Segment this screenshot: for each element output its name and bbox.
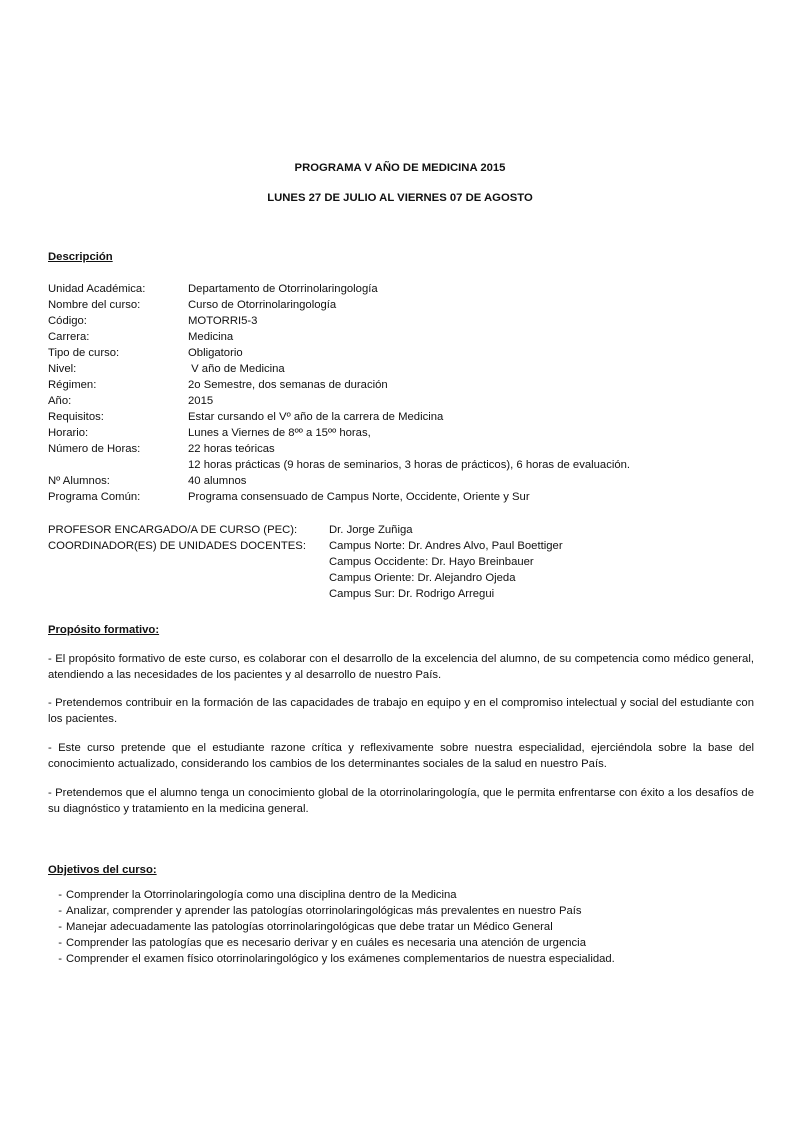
desc-value: 2o Semestre, dos semanas de duración [188,379,388,391]
list-item [48,903,754,919]
document-date-range: LUNES 27 DE JULIO AL VIERNES 07 DE AGOSTO [267,192,533,204]
objetivo-text: Manejar adecuadamente las patologías otorrinolaringológicas que debe tratar un Médico General [66,921,553,933]
proposito-paragraph: - Este curso pretende que el estudiante razone crítica y reflexivamente sobre nuestra especialidad, ejerciéndola sobre la base del conocimiento actualizado, considerando los cambios de los determinantes sociales de la salud en nuestro País. [48,742,754,770]
desc-label: Nivel: [48,363,77,375]
desc-label [48,457,188,473]
staff-label [48,586,329,602]
desc-label: Año: [48,395,72,407]
staff-label: COORDINADOR(ES) DE UNIDADES DOCENTES: [48,540,306,552]
desc-row [48,457,748,473]
objetivo-text: Analizar, comprender y aprender las patologías otorrinolaringológicas más prevalentes en nuestro País [66,905,582,917]
bullet-dash: - [58,905,62,917]
desc-label: Régimen: [48,379,97,391]
desc-row [48,473,748,489]
desc-value: Programa consensuado de Campus Norte, Occidente, Oriente y Sur [188,491,530,503]
bullet-dash: - [58,921,62,933]
list-item [48,887,754,903]
desc-value: 12 horas prácticas (9 horas de seminarios, 3 horas de prácticos), 6 horas de evaluación. [188,459,631,471]
desc-label: Horario: [48,427,89,439]
desc-row [48,409,748,425]
list-item [48,935,754,951]
descripcion-table [48,281,748,505]
desc-label: Carrera: [48,331,90,343]
staff-row [48,586,748,602]
desc-value: MOTORRI5-3 [188,315,258,327]
bullet-dash: - [58,937,62,949]
desc-row [48,313,748,329]
desc-label: Nombre del curso: [48,299,141,311]
desc-label: Código: [48,315,87,327]
staff-row [48,538,748,554]
staff-value: Dr. Jorge Zuñiga [329,524,413,536]
objetivo-text: Comprender las patologías que es necesario derivar y en cuáles es necesaria una atención de urgencia [66,937,586,949]
desc-value: 2015 [188,395,214,407]
desc-row [48,393,748,409]
staff-row [48,522,748,538]
staff-value: Campus Sur: Dr. Rodrigo Arregui [329,588,495,600]
desc-row [48,361,748,377]
bullet-dash: - [58,953,62,965]
desc-value: Obligatorio [188,347,243,359]
bullet-dash: - [58,889,62,901]
staff-row [48,570,748,586]
objetivos-heading: Objetivos del curso: [48,864,157,876]
desc-label: Unidad Académica: [48,283,146,295]
staff-label [48,570,329,586]
staff-value: Campus Occidente: Dr. Hayo Breinbauer [329,556,534,568]
proposito-paragraph: - Pretendemos contribuir en la formación de las capacidades de trabajo en equipo y en el compromiso intelectual y social del estudiante con los pacientes. [48,697,754,725]
descripcion-heading: Descripción [48,251,113,263]
desc-value: Medicina [188,331,234,343]
objetivo-text: Comprender la Otorrinolaringología como una disciplina dentro de la Medicina [66,889,457,901]
list-item [48,919,754,935]
staff-value: Campus Norte: Dr. Andres Alvo, Paul Boettiger [329,540,563,552]
staff-value: Campus Oriente: Dr. Alejandro Ojeda [329,572,516,584]
desc-value: Departamento de Otorrinolaringología [188,283,378,295]
desc-label: Requisitos: [48,411,104,423]
desc-row [48,281,748,297]
desc-label: Número de Horas: [48,443,141,455]
desc-value: V año de Medicina [188,363,285,375]
desc-value: 22 horas teóricas [188,443,275,455]
proposito-paragraph: - Pretendemos que el alumno tenga un conocimiento global de la otorrinolaringología, que le permita enfrentarse con éxito a los desafíos de su diagnóstico y tratamiento en la medicina general. [48,787,754,815]
staff-label: PROFESOR ENCARGADO/A DE CURSO (PEC): [48,524,298,536]
proposito-paragraph: - El propósito formativo de este curso, es colaborar con el desarrollo de la excelencia del alumno, de su competencia como médico general, atendiendo a las necesidades de los pacientes y al desarrollo de nuestro País. [48,653,754,681]
list-item [48,951,754,967]
proposito-heading: Propósito formativo: [48,624,160,636]
desc-value: 40 alumnos [188,475,247,487]
staff-table [48,522,748,602]
desc-value: Curso de Otorrinolaringología [188,299,337,311]
desc-row [48,377,748,393]
desc-value: Estar cursando el Vº año de la carrera de Medicina [188,411,444,423]
objetivo-text: Comprender el examen físico otorrinolaringológico y los exámenes complementarios de nuestra especialidad. [66,953,615,965]
objetivos-list [48,887,754,967]
desc-row [48,329,748,345]
desc-row [48,297,748,313]
desc-label: Nº Alumnos: [48,475,110,487]
desc-row [48,489,748,505]
desc-label: Tipo de curso: [48,347,120,359]
desc-row [48,345,748,361]
desc-row [48,441,748,457]
desc-row [48,425,748,441]
staff-row [48,554,748,570]
staff-label [48,554,329,570]
desc-label: Programa Común: [48,491,141,503]
desc-value: Lunes a Viernes de 8ºº a 15ºº horas, [188,427,371,439]
document-title: PROGRAMA V AÑO DE MEDICINA 2015 [294,162,506,174]
